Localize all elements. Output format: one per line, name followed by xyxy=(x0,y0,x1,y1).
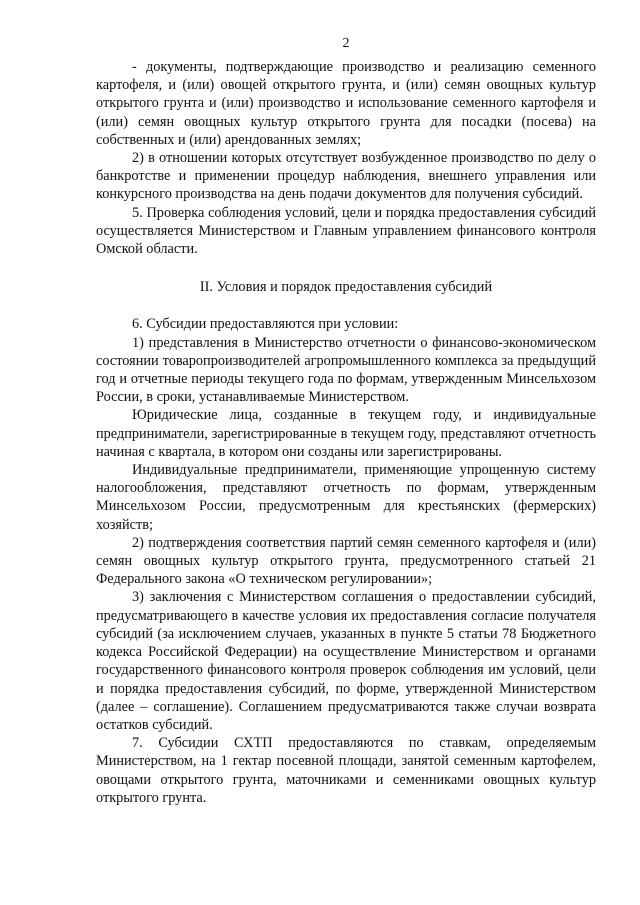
paragraph-5-verification: 5. Проверка соблюдения условий, цели и порядка предоставления субсидий осуществляется Министерством и Главным управлением финансового контроля Омской области. xyxy=(96,204,596,258)
paragraph-documents-list: - документы, подтверждающие производство и реализацию семенного картофеля, и (или) овощей открытого грунта, и (или) семян овощных культур открытого грунта и (или) производство и использование семенного картофеля и (или) семян овощных культур открытого грунта для посадки (посева) на собственных и (или) арендованных землях; xyxy=(96,59,596,148)
paragraph-7-rates: 7. Субсидии СХТП предоставляются по ставкам, определяемым Министерством, на 1 гектар посевной площади, занятой семенным картофелем, овощами открытого грунта, маточниками и семенниками овощных культур открытого грунта. xyxy=(96,735,596,806)
paragraph-6-1-reporting: 1) представления в Министерство отчетности о финансово-экономическом состоянии товаропроизводителей агропромышленного комплекса за предыдущий год и отчетные периоды текущего года по формам, утвержденным Минсельхозом России, в сроки, устанавливаемые Министерством. xyxy=(96,334,596,406)
paragraph-individual-entrepreneurs: Индивидуальные предприниматели, применяющие упрощенную систему налогообложения, представляют отчетность по формам, утвержденным Минсельхозом России, предусмотренным для крестьянских (фермерских) хозяйств; xyxy=(96,462,596,533)
paragraph-6-conditions: 6. Субсидии предоставляются при условии: xyxy=(132,316,399,333)
paragraph-6-3-agreement: 3) заключения с Министерством соглашения о предоставлении субсидий, предусматривающего в качестве условия их предоставления согласие получателя субсидий (за исключением случаев, указанных в пункте 5 статьи 78 Бюджетного кодекса Российской Федерации) на осуществление Министерством и органами государственного финансового контроля проверок соблюдения им условий, цели и порядка предоставления субсидий, по форме, утвержденной Министерством (далее – соглашение). Соглашением предусматриваются также случаи возврата остатков субсидий. xyxy=(96,589,596,733)
paragraph-6-2-seed-conformity: 2) подтверждения соответствия партий семян семенного картофеля и (или) семян овощных культур открытого грунта, предусмотренного статьей 21 Федерального закона «О техническом регулировании»; xyxy=(96,534,596,588)
paragraph-legal-entities: Юридические лица, созданные в текущем году, и индивидуальные предприниматели, зарегистрированные в текущем году, представляют отчетность начиная с квартала, в котором они созданы или зарегистрированы. xyxy=(96,407,596,460)
page-number: 2 xyxy=(342,36,350,51)
paragraph-bankruptcy-condition: 2) в отношении которых отсутствует возбужденное производство по делу о банкротстве и применении процедур наблюдения, внешнего управления или конкурсного производства на день подачи документов для получения субсидий. xyxy=(96,150,596,203)
section-heading: II. Условия и порядок предоставления субсидий xyxy=(199,279,493,296)
